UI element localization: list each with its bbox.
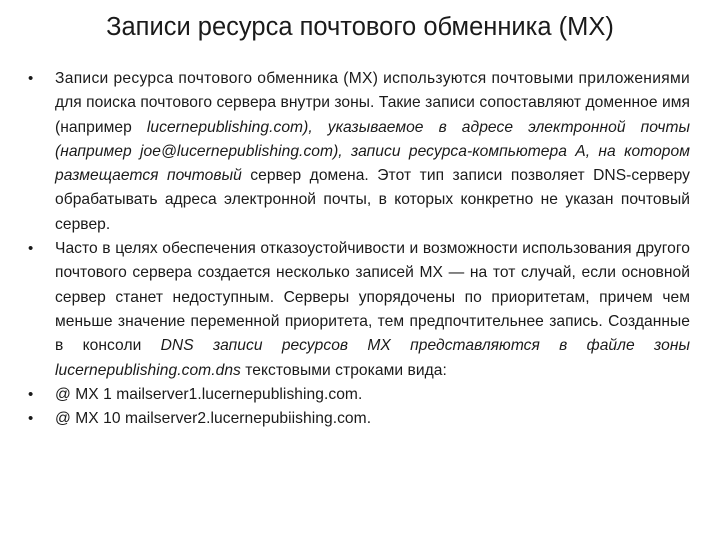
bullet-list (28, 67, 690, 431)
bullet-dot-icon: • (28, 70, 34, 87)
bullet-text: DNS записи ресурсов MX представляются в файле зоны lucernepublishing.com.dns (55, 337, 690, 379)
bullet-dot-icon: • (28, 410, 34, 428)
bullet-text: ), указываемое в адресе электронной почты (например (55, 118, 691, 160)
bullet-dot-icon: • (28, 385, 34, 403)
bullet-text: сервер домена. Этот тип записи позволяет DNS-серверу обрабатывать адреса электронной почты, в которых конкретно не указан почтовый сервер. (55, 167, 690, 233)
bullet-text: @ MX 10 mailserver2.lucernepubiishing.com. (55, 410, 372, 428)
bullet-text: Записи ресурса почтового обменника (MX) используются почтовыми приложениями (55, 70, 690, 87)
bullet-text: текстовыми строками вида: (240, 361, 447, 379)
bullet-item (28, 407, 690, 431)
bullet-dot-icon: • (28, 240, 34, 258)
bullet-item (28, 383, 690, 407)
slide-title: Записи ресурса почтового обменника (MX) (106, 13, 614, 41)
bullet-item (28, 67, 690, 237)
bullet-text: lucernepublishing.com (146, 118, 304, 136)
bullet-item (28, 237, 690, 383)
bullet-text: joe@lucernepublishing.com (140, 142, 334, 160)
bullet-text: Часто в целях обеспечения отказоустойчивости и возможности использования другого почтового сервера создается несколько записей MX — на тот случай, если основной сервер станет недоступным. Серверы упорядочены по приоритетам, причем чем меньше значение переменной приоритета, тем предпочтительнее запись. Созданные в консоли (55, 240, 690, 355)
bullet-text: ), записи ресурса-компьютера A, на котором размещается почтовый (55, 142, 690, 185)
bullet-text: @ MX 1 mailserver1.lucernepublishing.com. (55, 385, 363, 403)
bullet-text: для поиска почтового сервера внутри зоны. Такие записи сопоставляют доменное имя (например (55, 94, 691, 136)
